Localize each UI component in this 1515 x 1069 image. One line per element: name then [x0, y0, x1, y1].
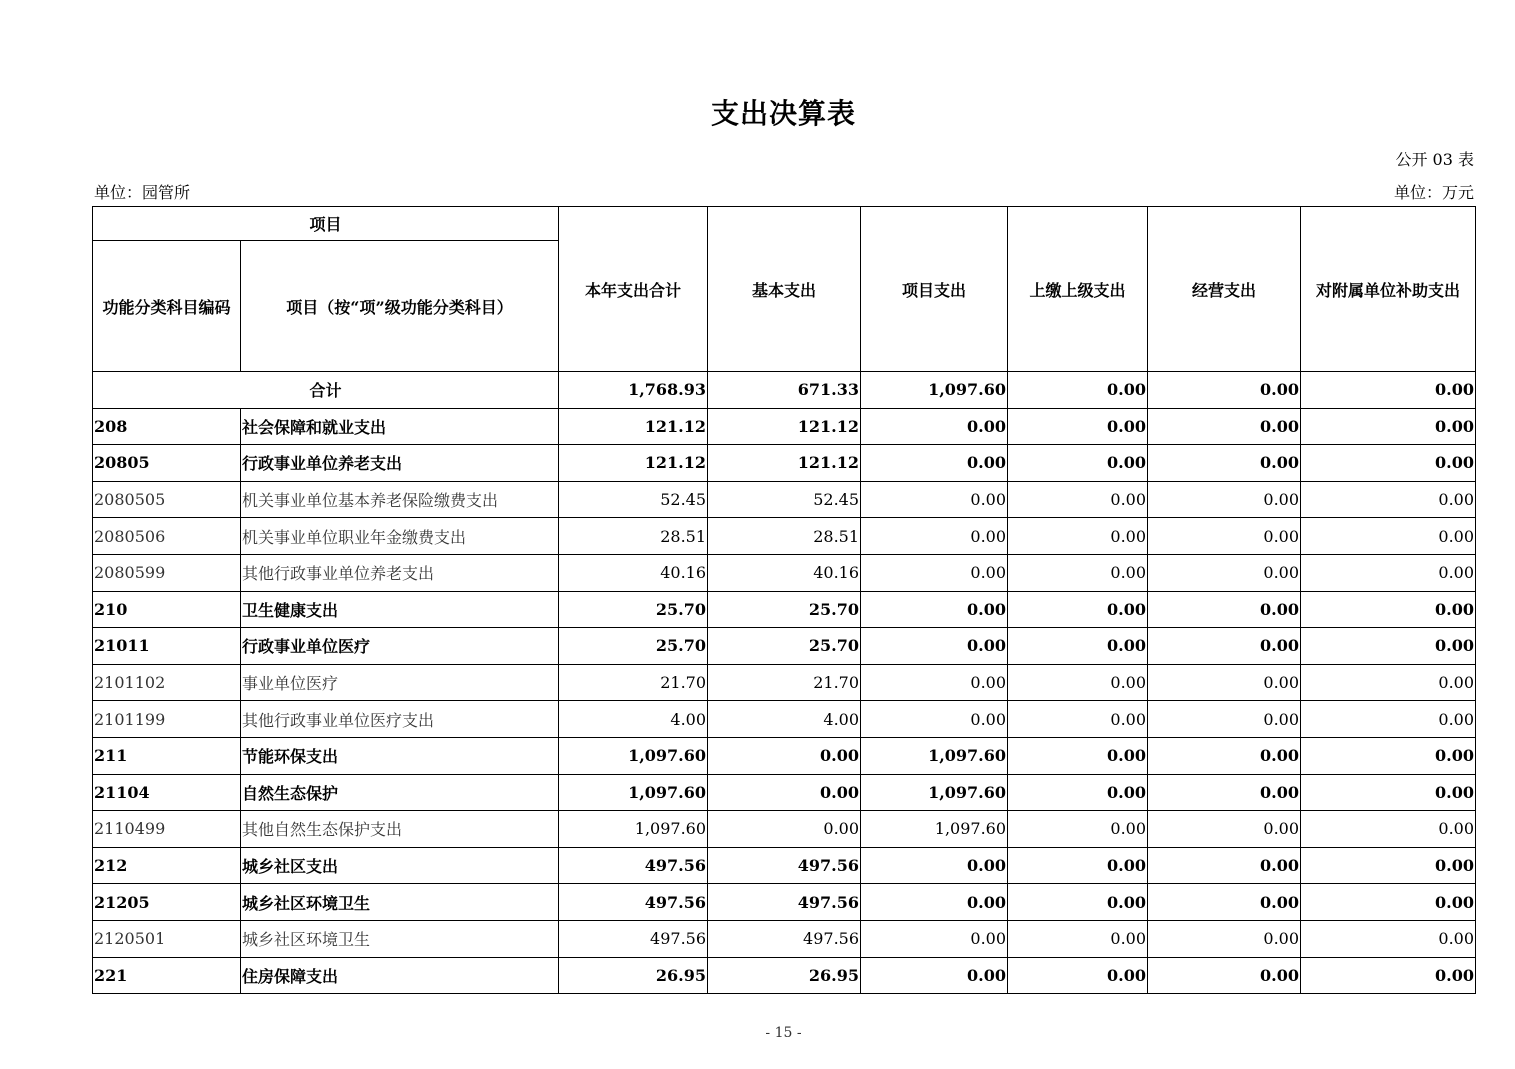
- row-value: 0.00: [861, 664, 1008, 701]
- row-value: 1,097.60: [559, 811, 708, 848]
- row-value: 0.00: [1301, 847, 1476, 884]
- row-value: 0.00: [861, 884, 1008, 921]
- row-value: 0.00: [1148, 445, 1301, 482]
- row-value: 121.12: [708, 408, 861, 445]
- row-name: 自然生态保护: [241, 774, 559, 811]
- table-row: [93, 445, 1476, 482]
- row-value: 0.00: [1008, 628, 1148, 665]
- row-value: 497.56: [559, 884, 708, 921]
- row-value: 0.00: [1301, 737, 1476, 774]
- row-name: 其他自然生态保护支出: [241, 811, 559, 848]
- row-name: 其他行政事业单位养老支出: [241, 554, 559, 591]
- page-number: - 15 -: [765, 1025, 802, 1041]
- row-value: 0.00: [1148, 920, 1301, 957]
- row-value: 0.00: [861, 591, 1008, 628]
- row-value: 0.00: [1148, 591, 1301, 628]
- row-code: 212: [93, 847, 241, 884]
- row-value: 0.00: [1301, 957, 1476, 994]
- expenditure-table: [92, 206, 1476, 994]
- row-value: 0.00: [1148, 554, 1301, 591]
- row-value: 0.00: [861, 445, 1008, 482]
- table-row: [93, 628, 1476, 665]
- row-value: 0.00: [1008, 884, 1148, 921]
- row-value: 497.56: [708, 920, 861, 957]
- table-row: [93, 554, 1476, 591]
- row-code: 2080506: [93, 518, 241, 555]
- total-cell: 1,768.93: [559, 372, 708, 409]
- table-row: [93, 737, 1476, 774]
- table-row: [93, 481, 1476, 518]
- row-code: 210: [93, 591, 241, 628]
- row-value: 0.00: [1148, 701, 1301, 738]
- header-project: 项目支出: [861, 207, 1008, 372]
- row-value: 0.00: [1301, 811, 1476, 848]
- row-value: 25.70: [708, 591, 861, 628]
- row-value: 0.00: [1301, 701, 1476, 738]
- row-code: 21011: [93, 628, 241, 665]
- row-value: 0.00: [1301, 554, 1476, 591]
- total-cell: 0.00: [1148, 372, 1301, 409]
- row-value: 25.70: [708, 628, 861, 665]
- header-subsidy: 对附属单位补助支出: [1301, 207, 1476, 372]
- header-total: 本年支出合计: [559, 207, 708, 372]
- row-value: 497.56: [708, 884, 861, 921]
- row-code: 221: [93, 957, 241, 994]
- row-value: 0.00: [1008, 847, 1148, 884]
- row-value: 0.00: [861, 920, 1008, 957]
- page-title: 支出决算表: [710, 97, 856, 130]
- row-value: 0.00: [1148, 481, 1301, 518]
- row-name: 事业单位医疗: [241, 664, 559, 701]
- row-code: 21104: [93, 774, 241, 811]
- row-code: 2080505: [93, 481, 241, 518]
- row-name: 其他行政事业单位医疗支出: [241, 701, 559, 738]
- row-value: 497.56: [559, 847, 708, 884]
- table-row: [93, 811, 1476, 848]
- row-value: 1,097.60: [559, 774, 708, 811]
- row-code: 21205: [93, 884, 241, 921]
- row-name: 行政事业单位养老支出: [241, 445, 559, 482]
- row-value: 0.00: [708, 774, 861, 811]
- row-name: 城乡社区环境卫生: [241, 884, 559, 921]
- row-value: 21.70: [559, 664, 708, 701]
- row-value: 0.00: [1008, 811, 1148, 848]
- unit-currency: 单位：万元: [1393, 183, 1474, 202]
- row-value: 0.00: [1008, 408, 1148, 445]
- row-value: 0.00: [1008, 701, 1148, 738]
- row-name: 城乡社区支出: [241, 847, 559, 884]
- header-name: 项目（按“项”级功能分类科目）: [241, 241, 559, 372]
- table-row: [93, 408, 1476, 445]
- row-value: 28.51: [559, 518, 708, 555]
- total-cell: 1,097.60: [861, 372, 1008, 409]
- row-value: 0.00: [1301, 445, 1476, 482]
- row-value: 0.00: [1148, 811, 1301, 848]
- row-value: 0.00: [1008, 920, 1148, 957]
- row-value: 0.00: [861, 847, 1008, 884]
- row-value: 1,097.60: [559, 737, 708, 774]
- row-value: 1,097.60: [861, 737, 1008, 774]
- row-value: 0.00: [1301, 920, 1476, 957]
- row-code: 2101102: [93, 664, 241, 701]
- row-value: 0.00: [1148, 737, 1301, 774]
- total-label: 合计: [93, 372, 559, 409]
- row-value: 0.00: [1148, 518, 1301, 555]
- row-value: 52.45: [708, 481, 861, 518]
- form-number: 公开 03 表: [1395, 150, 1474, 169]
- row-value: 0.00: [861, 518, 1008, 555]
- row-value: 0.00: [861, 554, 1008, 591]
- row-value: 0.00: [1008, 481, 1148, 518]
- row-value: 0.00: [1148, 408, 1301, 445]
- row-value: 25.70: [559, 591, 708, 628]
- table-row: [93, 957, 1476, 994]
- row-value: 0.00: [1148, 847, 1301, 884]
- row-code: 211: [93, 737, 241, 774]
- row-code: 208: [93, 408, 241, 445]
- row-value: 0.00: [1008, 554, 1148, 591]
- row-code: 2101199: [93, 701, 241, 738]
- table-row: [93, 920, 1476, 957]
- row-name: 行政事业单位医疗: [241, 628, 559, 665]
- row-value: 0.00: [1301, 481, 1476, 518]
- row-code: 20805: [93, 445, 241, 482]
- row-value: 26.95: [559, 957, 708, 994]
- row-value: 1,097.60: [861, 811, 1008, 848]
- row-value: 0.00: [1301, 591, 1476, 628]
- row-value: 25.70: [559, 628, 708, 665]
- row-value: 121.12: [708, 445, 861, 482]
- table-row: [93, 847, 1476, 884]
- total-cell: 0.00: [1008, 372, 1148, 409]
- row-value: 52.45: [559, 481, 708, 518]
- row-value: 4.00: [559, 701, 708, 738]
- unit-organization: 单位：园管所: [94, 183, 191, 202]
- row-value: 0.00: [1148, 957, 1301, 994]
- row-value: 0.00: [1008, 664, 1148, 701]
- row-value: 40.16: [708, 554, 861, 591]
- row-value: 0.00: [861, 628, 1008, 665]
- row-value: 0.00: [1301, 628, 1476, 665]
- row-name: 节能环保支出: [241, 737, 559, 774]
- row-value: 40.16: [559, 554, 708, 591]
- row-value: 0.00: [1008, 957, 1148, 994]
- row-value: 0.00: [1008, 774, 1148, 811]
- row-value: 0.00: [1148, 774, 1301, 811]
- row-value: 0.00: [1008, 518, 1148, 555]
- header-item: 项目: [93, 207, 559, 241]
- total-row: [93, 372, 1476, 409]
- row-value: 0.00: [708, 811, 861, 848]
- row-value: 0.00: [1301, 664, 1476, 701]
- row-value: 0.00: [708, 737, 861, 774]
- row-name: 社会保障和就业支出: [241, 408, 559, 445]
- table-row: [93, 774, 1476, 811]
- row-value: 0.00: [861, 701, 1008, 738]
- row-value: 0.00: [861, 481, 1008, 518]
- total-cell: 0.00: [1301, 372, 1476, 409]
- row-value: 0.00: [1301, 408, 1476, 445]
- row-value: 0.00: [861, 957, 1008, 994]
- row-value: 497.56: [559, 920, 708, 957]
- row-value: 121.12: [559, 408, 708, 445]
- table-row: [93, 518, 1476, 555]
- header-basic: 基本支出: [708, 207, 861, 372]
- header-upper: 上缴上级支出: [1008, 207, 1148, 372]
- row-value: 0.00: [1008, 737, 1148, 774]
- row-value: 26.95: [708, 957, 861, 994]
- row-name: 卫生健康支出: [241, 591, 559, 628]
- row-code: 2120501: [93, 920, 241, 957]
- row-value: 0.00: [861, 408, 1008, 445]
- row-value: 0.00: [1301, 518, 1476, 555]
- row-value: 28.51: [708, 518, 861, 555]
- header-business: 经营支出: [1148, 207, 1301, 372]
- row-value: 0.00: [1008, 591, 1148, 628]
- row-value: 497.56: [708, 847, 861, 884]
- row-code: 2080599: [93, 554, 241, 591]
- row-value: 0.00: [1008, 445, 1148, 482]
- header-code: 功能分类科目编码: [93, 241, 241, 372]
- total-cell: 671.33: [708, 372, 861, 409]
- row-value: 4.00: [708, 701, 861, 738]
- row-value: 0.00: [1148, 628, 1301, 665]
- row-code: 2110499: [93, 811, 241, 848]
- row-name: 机关事业单位职业年金缴费支出: [241, 518, 559, 555]
- row-name: 机关事业单位基本养老保险缴费支出: [241, 481, 559, 518]
- row-value: 0.00: [1148, 884, 1301, 921]
- row-value: 0.00: [1148, 664, 1301, 701]
- row-name: 住房保障支出: [241, 957, 559, 994]
- table-row: [93, 701, 1476, 738]
- row-value: 0.00: [1301, 774, 1476, 811]
- row-value: 21.70: [708, 664, 861, 701]
- row-value: 0.00: [1301, 884, 1476, 921]
- table-row: [93, 884, 1476, 921]
- table-row: [93, 664, 1476, 701]
- row-name: 城乡社区环境卫生: [241, 920, 559, 957]
- table-row: [93, 591, 1476, 628]
- row-value: 121.12: [559, 445, 708, 482]
- row-value: 1,097.60: [861, 774, 1008, 811]
